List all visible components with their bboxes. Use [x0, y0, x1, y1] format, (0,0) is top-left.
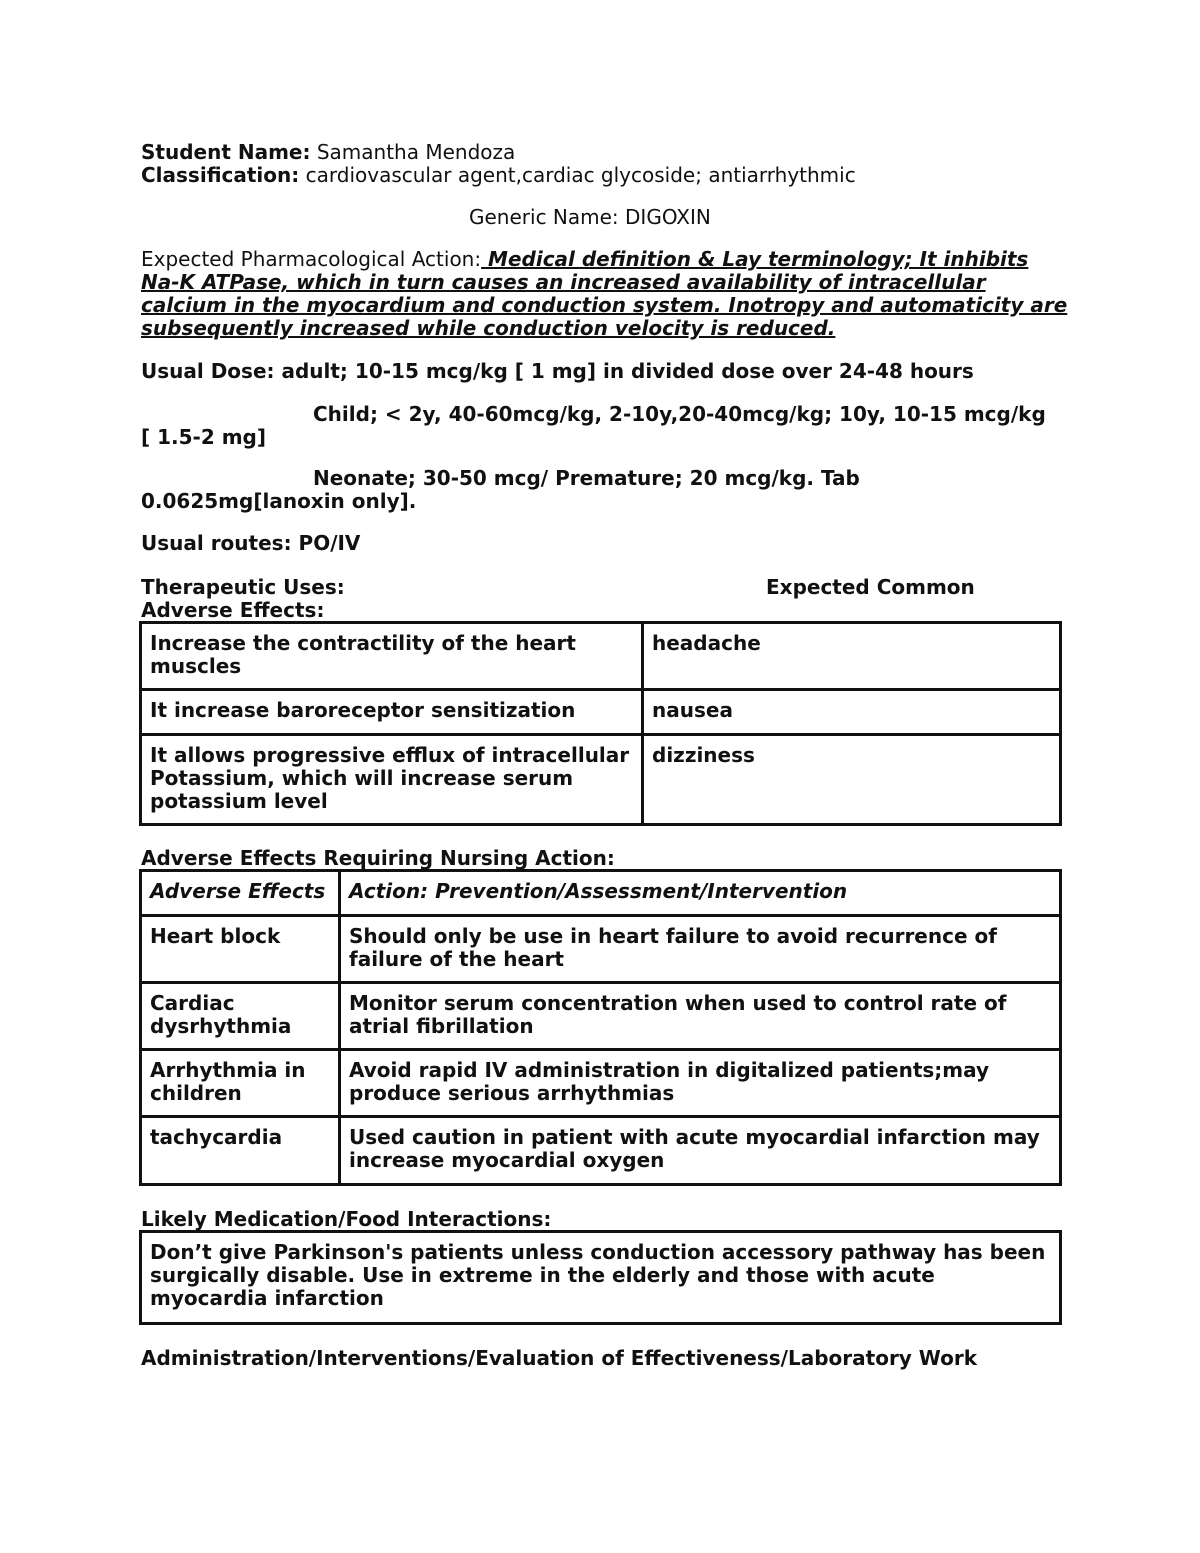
action-text-3: calcium in the myocardium and conduction system. Inotropy and automaticity are — [141, 293, 1068, 317]
dose-adult: Usual Dose: adult; 10-15 mcg/kg [ 1 mg] in divided dose over 24-48 hours — [141, 359, 974, 383]
dose-child-2: [ 1.5-2 mg] — [141, 425, 267, 449]
action-label: Expected Pharmacological Action: — [141, 247, 482, 271]
use-cell: It allows progressive efflux of intracellular Potassium, which will increase serum potassium level — [141, 735, 643, 825]
effect-cell: Arrhythmia in children — [141, 1050, 340, 1117]
generic-label: Generic Name: — [469, 205, 619, 229]
table-row — [141, 983, 1061, 1050]
adverse-effects-heading-cont: Adverse Effects: — [141, 598, 325, 622]
effect-cell: headache — [643, 623, 1061, 690]
table-row — [141, 1050, 1061, 1117]
effect-cell: nausea — [643, 690, 1061, 735]
administration-heading: Administration/Interventions/Evaluation of Effectiveness/Laboratory Work — [141, 1346, 978, 1370]
table-row — [141, 1232, 1061, 1324]
dose-neonate-2: 0.0625mg[lanoxin only]. — [141, 489, 417, 513]
student-line — [141, 141, 515, 164]
table-header-row — [141, 871, 1061, 916]
classification-value: cardiovascular agent,cardiac glycoside; antiarrhythmic — [305, 163, 856, 187]
table-row — [141, 690, 1061, 735]
use-cell: It increase baroreceptor sensitization — [141, 690, 643, 735]
action-line-1 — [141, 248, 1028, 271]
therapeutic-uses-heading: Therapeutic Uses: — [141, 575, 345, 599]
classification-line — [141, 164, 856, 187]
student-value: Samantha Mendoza — [316, 140, 516, 164]
interactions-text: Don’t give Parkinson's patients unless conduction accessory pathway has been surgically disable. Use in extreme in the elderly and those with acute myocardia infarction — [141, 1232, 1061, 1324]
action-text-4: subsequently increased while conduction velocity is reduced. — [141, 316, 836, 340]
interactions-heading: Likely Medication/Food Interactions: — [141, 1207, 552, 1231]
table-row — [141, 916, 1061, 983]
col-adverse-effects: Adverse Effects — [141, 871, 340, 916]
dose-neonate-1: Neonate; 30-50 mcg/ Premature; 20 mcg/kg. Tab — [313, 466, 860, 490]
action-cell: Monitor serum concentration when used to control rate of atrial fibrillation — [340, 983, 1061, 1050]
effect-cell: dizziness — [643, 735, 1061, 825]
table-row — [141, 735, 1061, 825]
table-row — [141, 1117, 1061, 1185]
action-text-1: Medical definition & Lay terminology; It inhibits — [481, 247, 1029, 271]
effect-cell: Cardiac dysrhythmia — [141, 983, 340, 1050]
use-cell: Increase the contractility of the heart muscles — [141, 623, 643, 690]
nursing-heading: Adverse Effects Requiring Nursing Action: — [141, 846, 615, 870]
uses-table — [139, 621, 1062, 826]
usual-routes: Usual routes: PO/IV — [141, 531, 361, 555]
action-text-2: Na-K ATPase, which in turn causes an increased availability of intracellular — [141, 270, 986, 294]
student-label: Student Name: — [141, 140, 311, 164]
table-row — [141, 623, 1061, 690]
classification-label: Classification: — [141, 163, 300, 187]
action-cell: Should only be use in heart failure to avoid recurrence of failure of the heart — [340, 916, 1061, 983]
adverse-effects-heading: Expected Common — [766, 575, 975, 599]
action-cell: Avoid rapid IV administration in digitalized patients;may produce serious arrhythmias — [340, 1050, 1061, 1117]
nursing-table — [139, 869, 1062, 1186]
action-cell: Used caution in patient with acute myocardial infarction may increase myocardial oxygen — [340, 1117, 1061, 1185]
dose-child-1: Child; < 2y, 40-60mcg/kg, 2-10y,20-40mcg/kg; 10y, 10-15 mcg/kg — [313, 402, 1046, 426]
effect-cell: Heart block — [141, 916, 340, 983]
generic-name-line — [469, 206, 711, 229]
col-action: Action: Prevention/Assessment/Intervention — [340, 871, 1061, 916]
generic-value: DIGOXIN — [625, 205, 711, 229]
interactions-box — [139, 1230, 1062, 1325]
effect-cell: tachycardia — [141, 1117, 340, 1185]
